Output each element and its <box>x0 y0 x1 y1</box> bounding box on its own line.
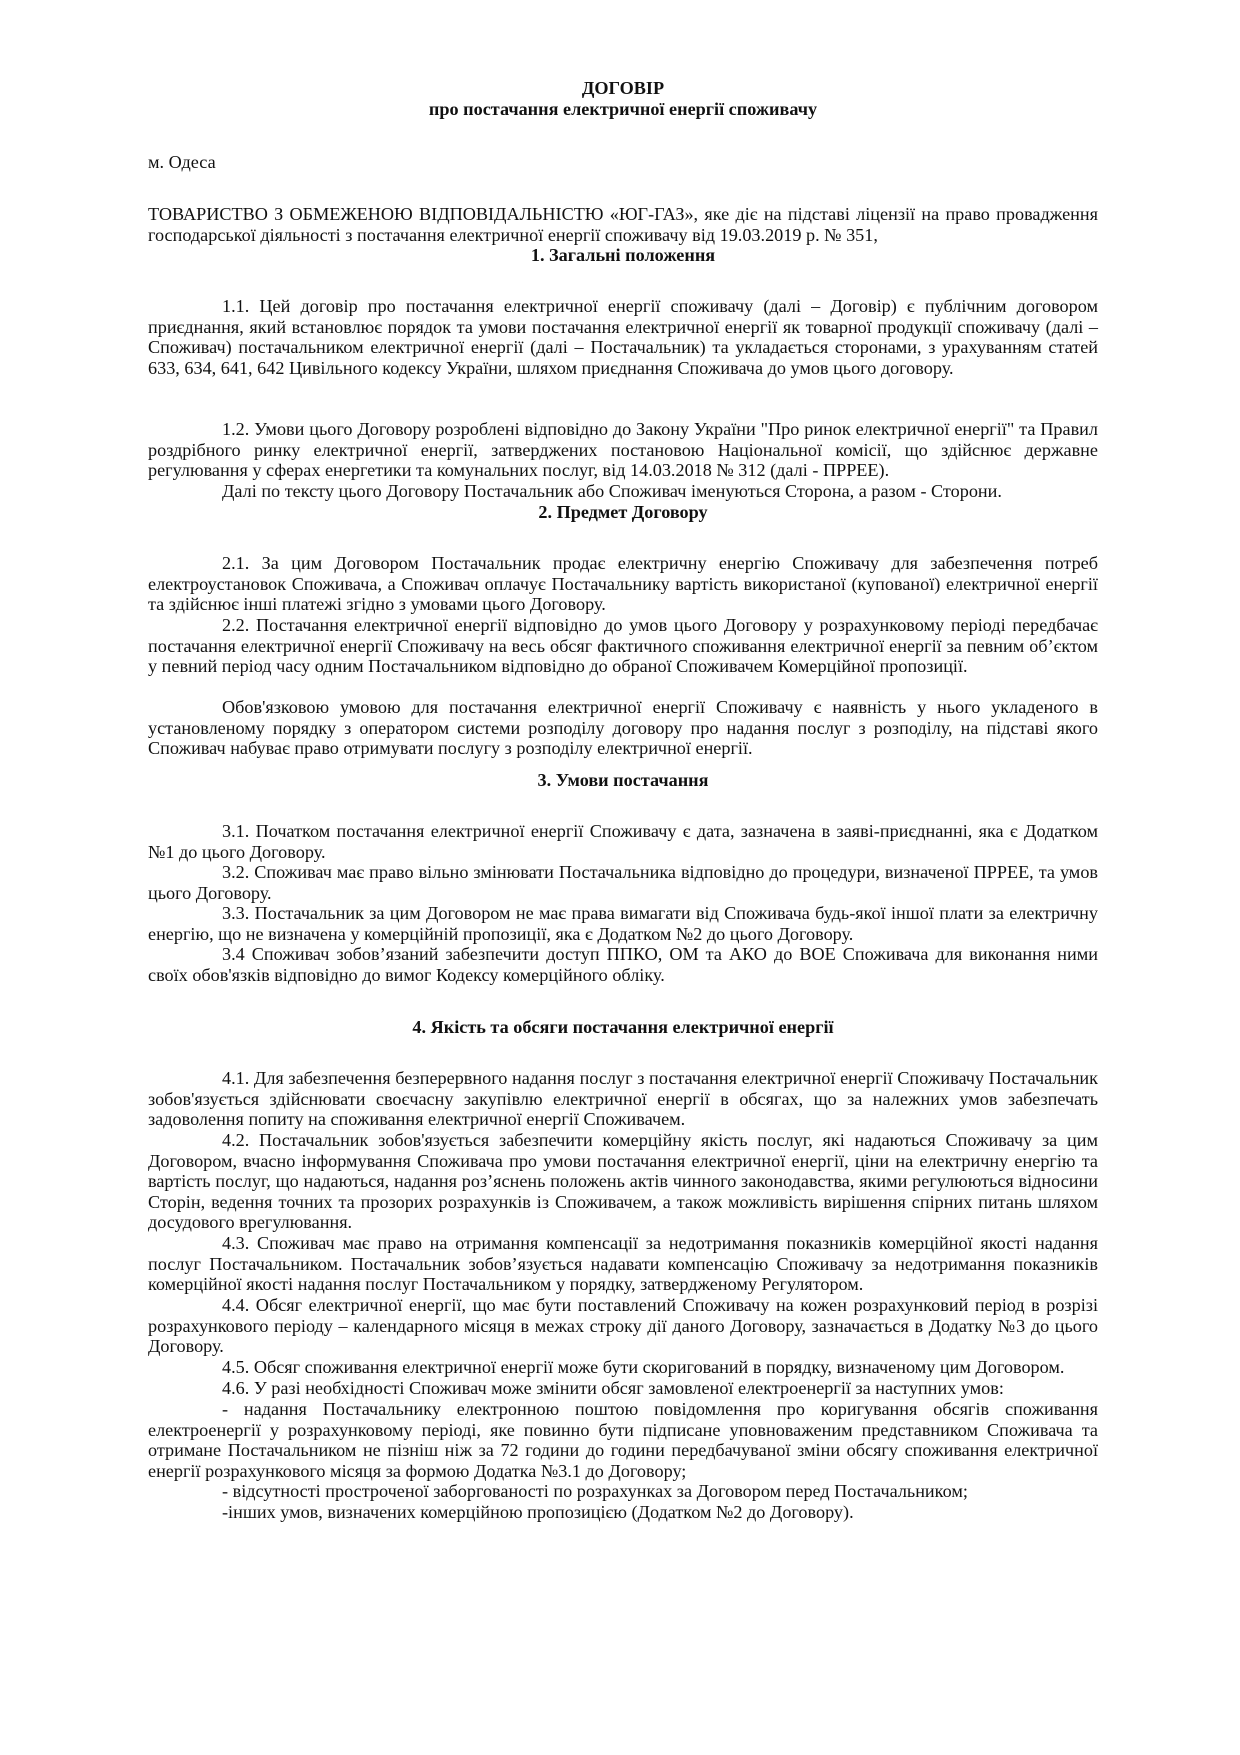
paragraph-4-1: 4.1. Для забезпечення безперервного надання послуг з постачання електричної енергії Споживачу Постачальник зобов'язується здійснювати своєчасну закупівлю електричної енергії в обсягах, що за належних умов забезпечать задоволення попиту на споживання електричної енергії Споживачем. <box>148 1068 1098 1130</box>
document-title: ДОГОВІР <box>581 78 665 98</box>
list-item: - відсутності простроченої заборгованості по розрахунках за Договором перед Постачальником; <box>222 1481 968 1501</box>
section-heading: 4. Якість та обсяги постачання електричної енергії <box>412 1017 834 1037</box>
paragraph-1-3: Далі по тексту цього Договору Постачальник або Споживач іменуються Сторона, а разом - Сторони. <box>222 481 1002 501</box>
section-heading: 1. Загальні положення <box>530 245 716 265</box>
paragraph-2-2: 2.2. Постачання електричної енергії відповідно до умов цього Договору у розрахунковому періоді передбачає постачання електричної енергії Споживачу на весь обсяг фактичного споживання електричної енергії за певним об’єктом у певний період часу одним Постачальником відповідно до обраної Споживачем Комерційної пропозиції. <box>148 615 1098 677</box>
paragraph-1-2: 1.2. Умови цього Договору розроблені відповідно до Закону України "Про ринок електричної енергії" та Правил роздрібного ринку електричної енергії, затверджених постановою Національної комісії, що здійснює державне регулювання у сферах енергетики та комунальних послуг, від 14.03.2018 № 312 (далі - ПРРЕЕ). <box>148 419 1098 481</box>
section-heading: 2. Предмет Договору <box>538 502 708 522</box>
paragraph-2-3: Обов'язковою умовою для постачання електричної енергії Споживачу є наявність у нього укладеного в установленому порядку з оператором системи розподілу договору про надання послуг з розподілу, на підставі якого Споживач набуває право отримувати послугу з розподілу електричної енергії. <box>148 697 1098 759</box>
paragraph-4-6: 4.6. У разі необхідності Споживач може змінити обсяг замовленої електроенергії за наступних умов: <box>222 1378 1004 1398</box>
section-heading: 3. Умови постачання <box>537 770 709 790</box>
paragraph-4-3: 4.3. Споживач має право на отримання компенсації за недотримання показників комерційної якості надання послуг Постачальником. Постачальник зобов’язується надавати компенсацію Споживачу за недотримання показників комерційної якості надання послуг Постачальником у порядку, затвердженому Регулятором. <box>148 1233 1098 1295</box>
paragraph-4-2: 4.2. Постачальник зобов'язується забезпечити комерційну якість послуг, які надаються Споживачу за цим Договором, вчасно інформування Споживача про умови постачання електричної енергії, ціни на електричну енергію та вартість послуг, що надаються, надання роз’яснень положень актів чинного законодавства, якими регулюються відносини Сторін, ведення точних та прозорих розрахунків із Споживачем, а також можливість вирішення спірних питань шляхом досудового врегулювання. <box>148 1130 1098 1233</box>
city: м. Одеса <box>148 152 216 172</box>
document-subtitle: про постачання електричної енергії споживачу <box>428 99 818 119</box>
paragraph-3-1: 3.1. Початком постачання електричної енергії Споживачу є дата, зазначена в заяві-приєднанні, яка є Додатком №1 до цього Договору. <box>148 821 1098 862</box>
list-item: - надання Постачальнику електронною поштою повідомлення про коригування обсягів споживання електроенергії у розрахунковому періоді, яке повинно бути підписане уповноваженим представником Споживача та отримане Постачальником не пізніш ніж за 72 години до години передбачуваної зміни обсягу споживання електричної енергії розрахункового місяця за формою Додатка №3.1 до Договору; <box>148 1399 1098 1481</box>
paragraph-1-1: 1.1. Цей договір про постачання електричної енергії споживачу (далі – Договір) є публічним договором приєднання, який встановлює порядок та умови постачання електричної енергії як товарної продукції споживачу (далі – Споживач) постачальником електричної енергії (далі – Постачальник) та укладається сторонами, з урахуванням статей 633, 634, 641, 642 Цивільного кодексу України, шляхом приєднання Споживача до умов цього договору. <box>148 296 1098 378</box>
paragraph-4-5: 4.5. Обсяг споживання електричної енергії може бути скоригований в порядку, визначеному цим Договором. <box>222 1357 1065 1377</box>
paragraph-2-1: 2.1. За цим Договором Постачальник продає електричну енергію Споживачу для забезпечення потреб електроустановок Споживача, а Споживач оплачує Постачальнику вартість використаної (купованої) електричної енергії та здійснює інші платежі згідно з умовами цього Договору. <box>148 553 1098 615</box>
paragraph-4-4: 4.4. Обсяг електричної енергії, що має бути поставлений Споживачу на кожен розрахунковий період в розрізі розрахункового періоду – календарного місяця в межах строку дії даного Договору, зазначається в Додатку №3 до цього Договору. <box>148 1295 1098 1357</box>
paragraph-3-2: 3.2. Споживач має право вільно змінювати Постачальника відповідно до процедури, визначеної ПРРЕЕ, та умов цього Договору. <box>148 862 1098 903</box>
intro-paragraph: ТОВАРИСТВО З ОБМЕЖЕНОЮ ВІДПОВІДАЛЬНІСТЮ «ЮГ-ГАЗ», яке діє на підставі ліцензії на право провадження господарської діяльності з постачання електричної енергії споживачу від 19.03.2019 р. № 351, <box>148 204 1098 245</box>
list-item: -інших умов, визначених комерційною пропозицією (Додатком №2 до Договору). <box>222 1502 854 1522</box>
paragraph-3-4: 3.4 Споживач зобов’язаний забезпечити доступ ППКО, ОМ та АКО до ВОЕ Споживача для виконання ними своїх обов'язків відповідно до вимог Кодексу комерційного обліку. <box>148 944 1098 985</box>
paragraph-3-3: 3.3. Постачальник за цим Договором не має права вимагати від Споживача будь-якої іншої плати за електричну енергію, що не визначена у комерційній пропозиції, яка є Додатком №2 до цього Договору. <box>148 903 1098 944</box>
